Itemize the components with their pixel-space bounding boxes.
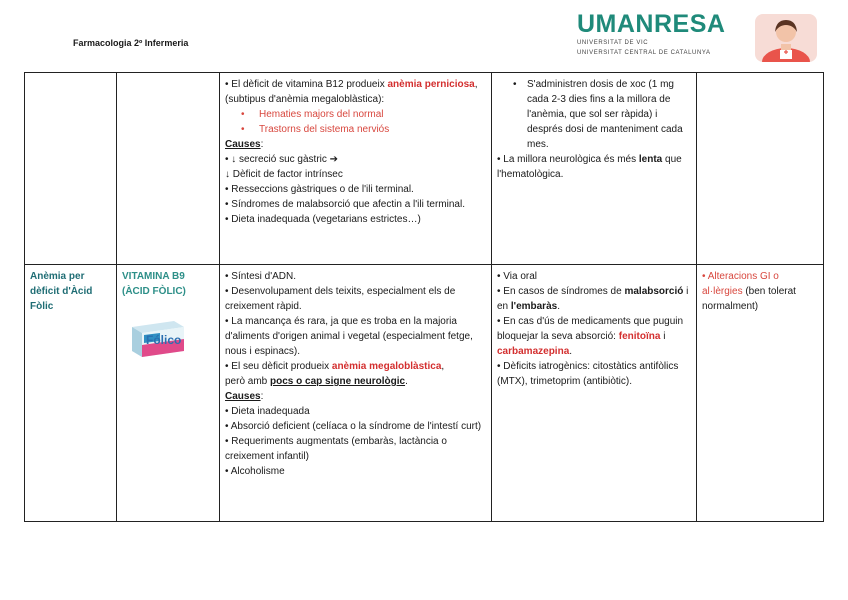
adverse-cell (697, 73, 824, 265)
logo-subtitle-2: UNIVERSITAT CENTRAL DE CATALUNYA (577, 50, 711, 56)
list-item: • Trastorns del sistema nerviós (241, 122, 486, 137)
list-item: • La mancança és rara, ja que es troba en la majoria d'aliments d'origen animal i vegetal (especialment fetge, nous i espinacs). (225, 316, 473, 357)
umanresa-logo (577, 11, 727, 61)
b12-effects-list (225, 107, 486, 137)
list-item: • S'administren dosis de xoc (1 mg cada 2-3 dies fins a la millora de l'anèmia, que sol ser ràpida) i després dosi de manteniment cada mes. (513, 77, 691, 152)
drug-cell (117, 265, 220, 522)
logo-name: UMANRESA (577, 10, 726, 38)
folico-package-image (128, 315, 186, 359)
table-row (25, 265, 824, 522)
deficit-line: • El seu dèficit produeix anèmia megaloblàstica, (225, 361, 445, 372)
administration-cell (492, 265, 697, 522)
deficit-line-2: però amb pocs o cap signe neurològic. (225, 376, 408, 387)
administration-cell (492, 73, 697, 265)
cases-line: • En casos de síndromes de malabsorció i en l'embaràs. (497, 286, 689, 312)
adverse-cell (697, 265, 824, 522)
table-row (25, 73, 824, 265)
causes-heading: Causes: (225, 391, 264, 402)
condition-label: Anèmia per dèficit d'Àcid Fòlic (30, 271, 93, 312)
package-label: Fólico (146, 333, 182, 347)
drug-name: VITAMINA B9 (122, 271, 185, 282)
condition-cell (25, 73, 117, 265)
document-header-title: Farmacologia 2º Infermeria (73, 38, 189, 48)
logo-subtitle-1: UNIVERSITAT DE VIC (577, 40, 649, 46)
list-item: • Dieta inadequada (225, 406, 310, 417)
drug-cell (117, 73, 220, 265)
route-line: • Via oral (497, 271, 538, 282)
indications-cell (220, 265, 492, 522)
indications-cell (220, 73, 492, 265)
list-item: • Síndromes de malabsorció que afectin a l'ili terminal. (225, 199, 465, 210)
dosage-list (497, 77, 691, 152)
list-item: ↓ Dèficit de factor intrínsec (225, 169, 343, 180)
nurse-avatar-icon (755, 14, 817, 62)
list-item: • Desenvolupament dels teixits, especialment els de creixement ràpid. (225, 286, 456, 312)
list-item: • Absorció deficient (celíaca o la síndrome de l'intestí curt) (225, 421, 482, 432)
adverse-effects: • Alteracions GI o al·lèrgies (ben tolerat normalment) (702, 271, 796, 312)
list-item: • ↓ secreció suc gàstric ➔ (225, 154, 339, 165)
list-item: • Alcoholisme (225, 466, 285, 477)
drug-subtitle: (ÀCID FÒLIC) (122, 286, 186, 297)
list-item: • Hematies majors del normal (241, 107, 486, 122)
causes-heading: Causes: (225, 139, 264, 150)
list-item: • Dieta inadequada (vegetarians estrictes…) (225, 214, 421, 225)
condition-cell (25, 265, 117, 522)
list-item: • Requeriments augmentats (embaràs, lactància o creixement infantil) (225, 436, 447, 462)
iatrogenic-line: • Dèficits iatrogènics: citostàtics antifòlics (MTX), trimetoprim (antibiòtic). (497, 361, 679, 387)
neuro-note: • La millora neurològica és més lenta que l'hematològica. (497, 154, 682, 180)
anemia-treatment-table (24, 72, 824, 522)
list-item: • Resseccions gàstriques o de l'ili terminal. (225, 184, 414, 195)
list-item: • Síntesi d'ADN. (225, 271, 296, 282)
medications-line: • En cas d'ús de medicaments que puguin bloquejar la seva absorció: fenitoïna i carbamazepina. (497, 316, 684, 357)
b12-intro: • El dèficit de vitamina B12 produeix anèmia perniciosa, (subtipus d'anèmia megaloblàstica): (225, 79, 478, 105)
